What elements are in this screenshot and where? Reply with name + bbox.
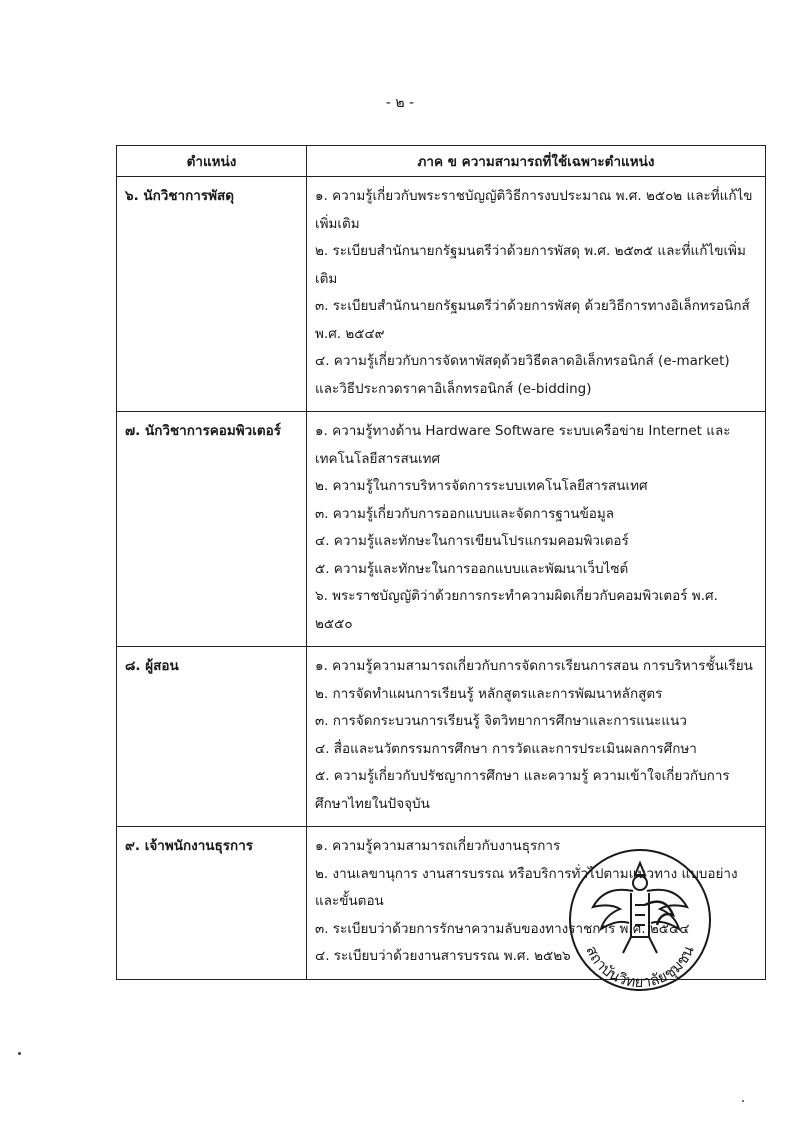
table-header-row: [117, 146, 766, 177]
list-item: ๔. สื่อและนวัตกรรมการศึกษา การวัดและการประเมินผลการศึกษา: [315, 740, 697, 757]
list-item: ๔. ความรู้และทักษะในการเขียนโปรแกรมคอมพิวเตอร์: [315, 533, 629, 549]
table-row: [117, 177, 766, 412]
list-item: ๕. ความรู้เกี่ยวกับปรัชญาการศึกษา และความรู้ ความเข้าใจเกี่ยวกับการศึกษาไทยในปัจจุบัน: [315, 768, 730, 812]
scan-speck: [742, 1100, 744, 1102]
list-item: ๖. พระราชบัญญัติว่าด้วยการกระทำความผิดเกี่ยวกับคอมพิวเตอร์ พ.ศ. ๒๕๕๐: [315, 588, 718, 632]
header-qualification: ภาค ข ความสามารถที่ใช้เฉพาะตำแหน่ง: [307, 146, 766, 177]
position-cell: ๗. นักวิชาการคอมพิวเตอร์: [117, 412, 307, 647]
position-cell: ๖. นักวิชาการพัสดุ: [117, 177, 307, 412]
qualification-cell: [307, 177, 766, 412]
table-row: [117, 647, 766, 827]
list-item: ๓. ระเบียบสำนักนายกรัฐมนตรีว่าด้วยการพัสดุ ด้วยวิธีการทางอิเล็กทรอนิกส์ พ.ศ. ๒๕๔๙: [315, 298, 750, 342]
position-cell: ๙. เจ้าพนักงานธุรการ: [117, 827, 307, 980]
list-item: ๓. ระเบียบว่าด้วยการรักษาความลับของทางราชการ พ.ศ. ๒๕๔๔: [315, 920, 690, 937]
list-item: ๑. ความรู้ความสามารถเกี่ยวกับงานธุรการ: [315, 838, 561, 854]
list-item: ๒. การจัดทำแผนการเรียนรู้ หลักสูตรและการพัฒนาหลักสูตร: [315, 685, 663, 702]
list-item: ๓. ความรู้เกี่ยวกับการออกแบบและจัดการฐานข้อมูล: [315, 505, 615, 522]
list-item: ๓. การจัดกระบวนการเรียนรู้ จิตวิทยาการศึกษาและการแนะแนว: [315, 713, 687, 729]
list-item: ๕. ความรู้และทักษะในการออกแบบและพัฒนาเว็บไซต์: [315, 560, 629, 577]
scan-speck: [18, 1052, 21, 1055]
list-item: ๔. ระเบียบว่าด้วยงานสารบรรณ พ.ศ. ๒๕๒๖: [315, 948, 571, 964]
list-item: ๒. ความรู้ในการบริหารจัดการระบบเทคโนโลยีสารสนเทศ: [315, 478, 648, 494]
qualification-cell: [307, 647, 766, 827]
official-seal-icon: [565, 845, 715, 995]
list-item: ๒. ระเบียบสำนักนายกรัฐมนตรีว่าด้วยการพัสดุ พ.ศ. ๒๕๓๕ และที่แก้ไขเพิ่มเติม: [315, 243, 746, 287]
list-item: ๔. ความรู้เกี่ยวกับการจัดหาพัสดุด้วยวิธีตลาดอิเล็กทรอนิกส์ (e-market) และวิธีประกวดราคาอิเล็กทรอนิกส์ (e-bidding): [315, 353, 730, 397]
qualification-cell: [307, 412, 766, 647]
table-row: [117, 412, 766, 647]
list-item: ๒. งานเลขานุการ งานสารบรรณ หรือบริการทั่วไปตามแนวทาง แบบอย่าง และขั้นตอน: [315, 865, 738, 909]
seal-text: สถาบันวิทยาลัยชุมชน: [582, 943, 698, 992]
list-item: ๑. ความรู้เกี่ยวกับพระราชบัญญัติวิธีการงบประมาณ พ.ศ. ๒๕๐๒ และที่แก้ไขเพิ่มเติม: [315, 188, 753, 232]
position-cell: ๘. ผู้สอน: [117, 647, 307, 827]
header-position: ตำแหน่ง: [117, 146, 307, 177]
list-item: ๑. ความรู้ความสามารถเกี่ยวกับการจัดการเรียนการสอน การบริหารชั้นเรียน: [315, 658, 753, 674]
list-item: ๑. ความรู้ทางด้าน Hardware Software ระบบเครือข่าย Internet และเทคโนโลยีสารสนเทศ: [315, 423, 731, 467]
page-number: - ๒ -: [385, 95, 415, 111]
